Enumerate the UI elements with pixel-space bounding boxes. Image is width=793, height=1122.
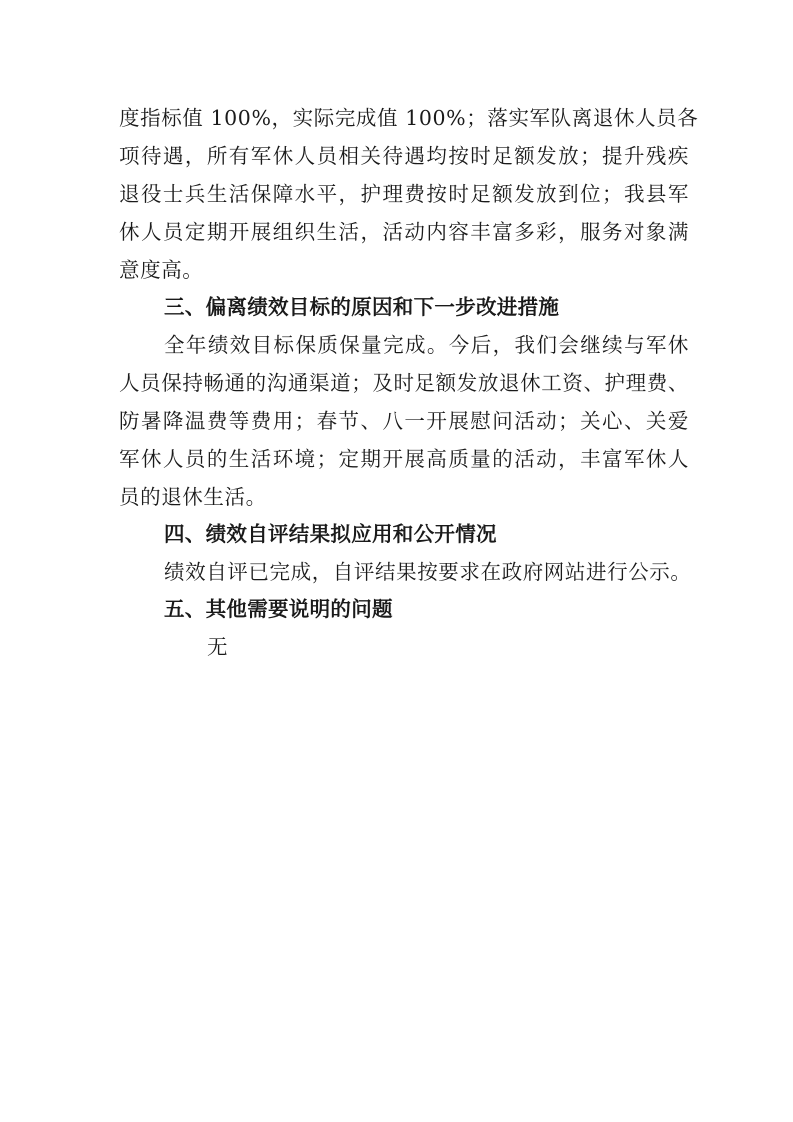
intro-line-2: 项待遇，所有军休人员相关待遇均按时足额发放；提升残疾 (119, 144, 689, 168)
section4-text: 绩效自评已完成，自评结果按要求在政府网站进行公示。 (164, 560, 692, 584)
section5-text: 无 (207, 635, 229, 659)
section3-line-5: 员的退休生活。 (119, 485, 267, 509)
section3-line-4: 军休人员的生活环境；定期开展高质量的活动，丰富军休人 (119, 447, 689, 471)
intro-line-4: 休人员定期开展组织生活，活动内容丰富多彩，服务对象满 (119, 220, 689, 244)
intro-line-3: 退役士兵生活保障水平，护理费按时足额发放到位；我县军 (119, 182, 689, 206)
section3-line-3: 防暑降温费等费用；春节、八一开展慰问活动；关心、关爱 (119, 409, 689, 433)
intro-line-1: 度指标值 100%，实际完成值 100%；落实军队离退休人员各 (119, 106, 699, 130)
section3-heading: 三、偏离绩效目标的原因和下一步改进措施 (164, 295, 560, 319)
intro-line-5: 意度高。 (119, 258, 204, 282)
section5-heading: 五、其他需要说明的问题 (164, 597, 393, 621)
section4-heading: 四、绩效自评结果拟应用和公开情况 (164, 522, 497, 546)
section3-line-2: 人员保持畅通的沟通渠道；及时足额发放退休工资、护理费、 (119, 371, 689, 395)
section3-line-1: 全年绩效目标保质保量完成。今后，我们会继续与军休 (164, 333, 689, 357)
